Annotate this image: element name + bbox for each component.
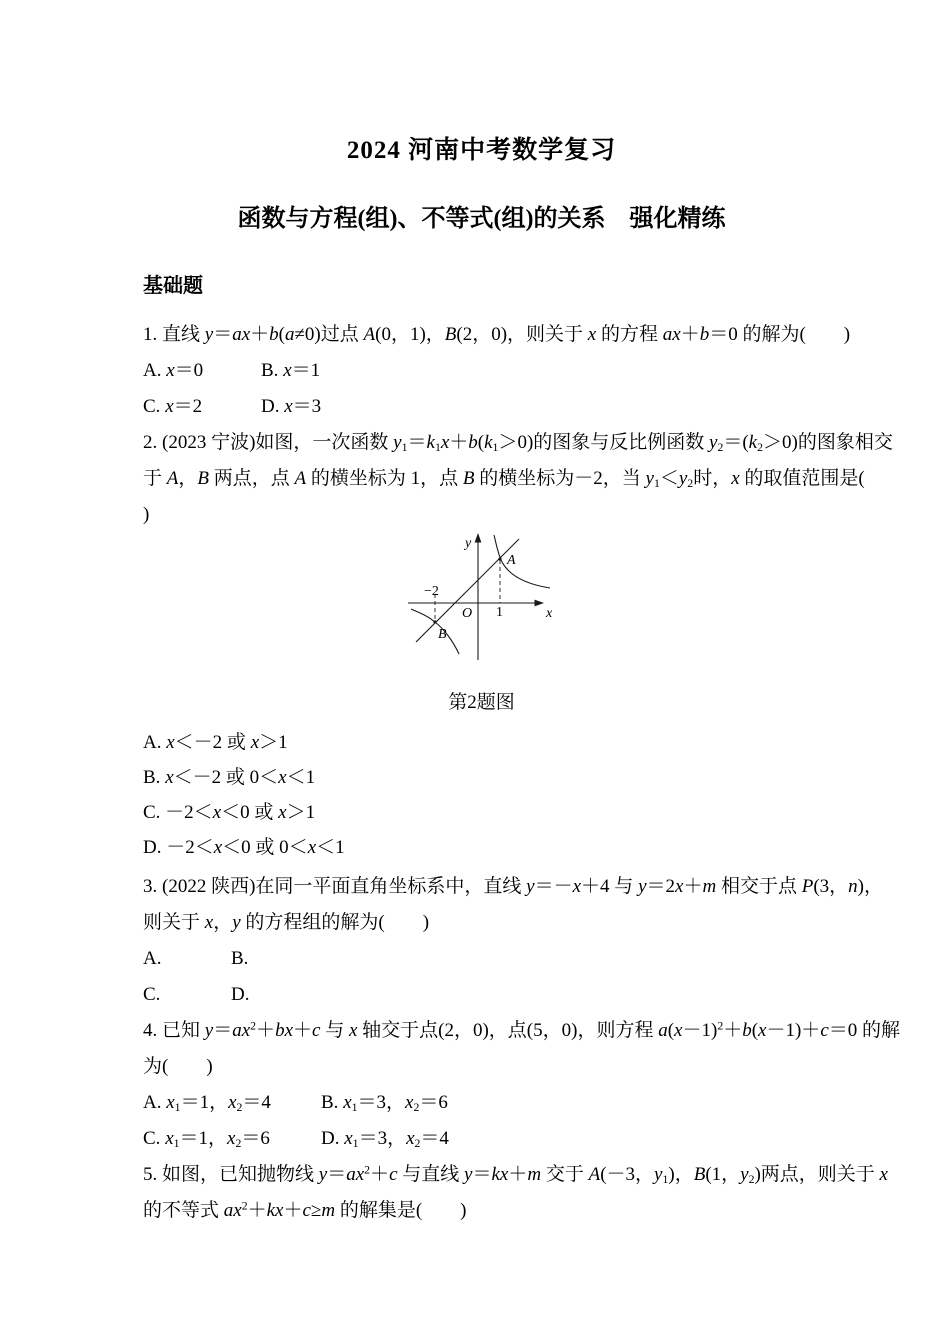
question-4-text-line-2: 为( ) bbox=[143, 1056, 213, 1077]
point-a-label: A bbox=[506, 553, 516, 568]
question-3-option-b: B. bbox=[231, 948, 249, 969]
question-5-text-line-1: 5. 如图，已知抛物线 $y=ax^2+c$ 与直线 y＝kx＋m 交于 A(－3，$y_1$)，B(1，$y_2$)两点，则关于 x bbox=[143, 1163, 888, 1186]
question-4-option-d: D. $x_1=3$，$x_2=4$ bbox=[321, 1128, 449, 1150]
question-3-option-row-2 bbox=[143, 977, 820, 1013]
question-3-option-row-1 bbox=[143, 941, 820, 977]
question-4-text-line-1: 4. 已知 $y=ax^2+bx+c$ 与 x 轴交于点(2，0)，点(5，0)，则方程 $a(x-1)^2+b(x-1)+c=0$ 的解 bbox=[143, 1019, 901, 1041]
figure-caption: 第2题图 bbox=[448, 692, 515, 713]
page-title: 2024 河南中考数学复习 bbox=[346, 137, 617, 164]
question-2-figure bbox=[143, 529, 820, 665]
question-2-text-line-1: 2. (2023 宁波)如图，一次函数 $y_1=k_1x+b(k_1>0)$的图象与反比例函数 $y_2=(k_2>0)$的图象相交 bbox=[143, 432, 893, 454]
question-1-option-a: A. x＝0 bbox=[143, 360, 204, 381]
question-3-option-a: A. bbox=[143, 948, 162, 969]
question-3-option-c: C. bbox=[143, 984, 161, 1005]
question-2-option-c: C. －2＜x＜0 或 x＞1 bbox=[143, 802, 316, 823]
tick-label-neg2: −2 bbox=[423, 584, 439, 599]
question-2-text-line-3: ) bbox=[143, 504, 150, 525]
question-4-option-row-2 bbox=[143, 1121, 820, 1157]
question-1 bbox=[143, 317, 851, 425]
question-2-option-d: D. －2＜x＜0 或 0＜x＜1 bbox=[143, 837, 345, 858]
point-b-dot bbox=[433, 620, 436, 623]
section-heading: 基础题 bbox=[143, 275, 203, 297]
tick-label-1: 1 bbox=[495, 605, 503, 620]
question-4-option-c: C. $x_1=1$，$x_2=6$ bbox=[143, 1128, 270, 1150]
question-1-text: 1. 直线 y＝ax＋b(a≠0)过点 A(0，1)，B(2，0)，则关于 x 的方程 ax＋b＝0 的解为( ) bbox=[143, 324, 851, 345]
question-1-option-d: D. x＝3 bbox=[261, 396, 322, 417]
question-1-option-c: C. x＝2 bbox=[143, 396, 203, 417]
question-2-options bbox=[143, 725, 820, 865]
question-5 bbox=[143, 1157, 888, 1229]
point-a-dot bbox=[498, 557, 501, 560]
x-axis-arrow bbox=[534, 600, 544, 607]
question-1-option-row-1 bbox=[143, 353, 820, 389]
page-subtitle: 函数与方程(组)、不等式(组)的关系 强化精练 bbox=[237, 206, 726, 232]
question-3-option-d: D. bbox=[231, 984, 250, 1005]
x-axis-label: x bbox=[545, 606, 552, 621]
question-2-option-b: B. x＜－2 或 0＜x＜1 bbox=[143, 767, 316, 788]
question-1-option-row-2 bbox=[143, 389, 820, 425]
question-2-text-line-2: 于 A，B 两点，点 A 的横坐标为 1，点 B 的横坐标为－2，当 $y_1<y_2$时，x 的取值范围是( bbox=[143, 468, 865, 490]
question-2-option-a: A. x＜－2 或 x＞1 bbox=[143, 732, 288, 753]
question-4-option-b: B. $x_1=3$，$x_2=6$ bbox=[321, 1092, 448, 1114]
point-b-label: B bbox=[437, 627, 447, 642]
y-axis-label: y bbox=[464, 536, 471, 551]
y-axis-arrow bbox=[474, 533, 481, 543]
question-4 bbox=[143, 1013, 901, 1157]
question-1-option-b: B. x＝1 bbox=[261, 360, 321, 381]
question-4-option-a: A. $x_1=1$，$x_2=4$ bbox=[143, 1092, 271, 1114]
question-2 bbox=[143, 425, 893, 865]
question-3-text-line-1: 3. (2022 陕西)在同一平面直角坐标系中，直线 y＝－x＋4 与 y＝2x＋m 相交于点 P(3，n)， bbox=[143, 876, 883, 897]
question-5-text-line-2: 的不等式 $ax^2+kx+c\ge m$ 的解集是( ) bbox=[143, 1199, 467, 1221]
origin-label: O bbox=[461, 606, 472, 621]
coordinate-graph bbox=[403, 529, 561, 665]
hyperbola-branch-q1 bbox=[494, 535, 550, 588]
question-4-option-row-1 bbox=[143, 1085, 820, 1121]
question-3-text-line-2: 则关于 x，y 的方程组的解为( ) bbox=[143, 912, 430, 933]
question-3 bbox=[143, 869, 883, 1013]
